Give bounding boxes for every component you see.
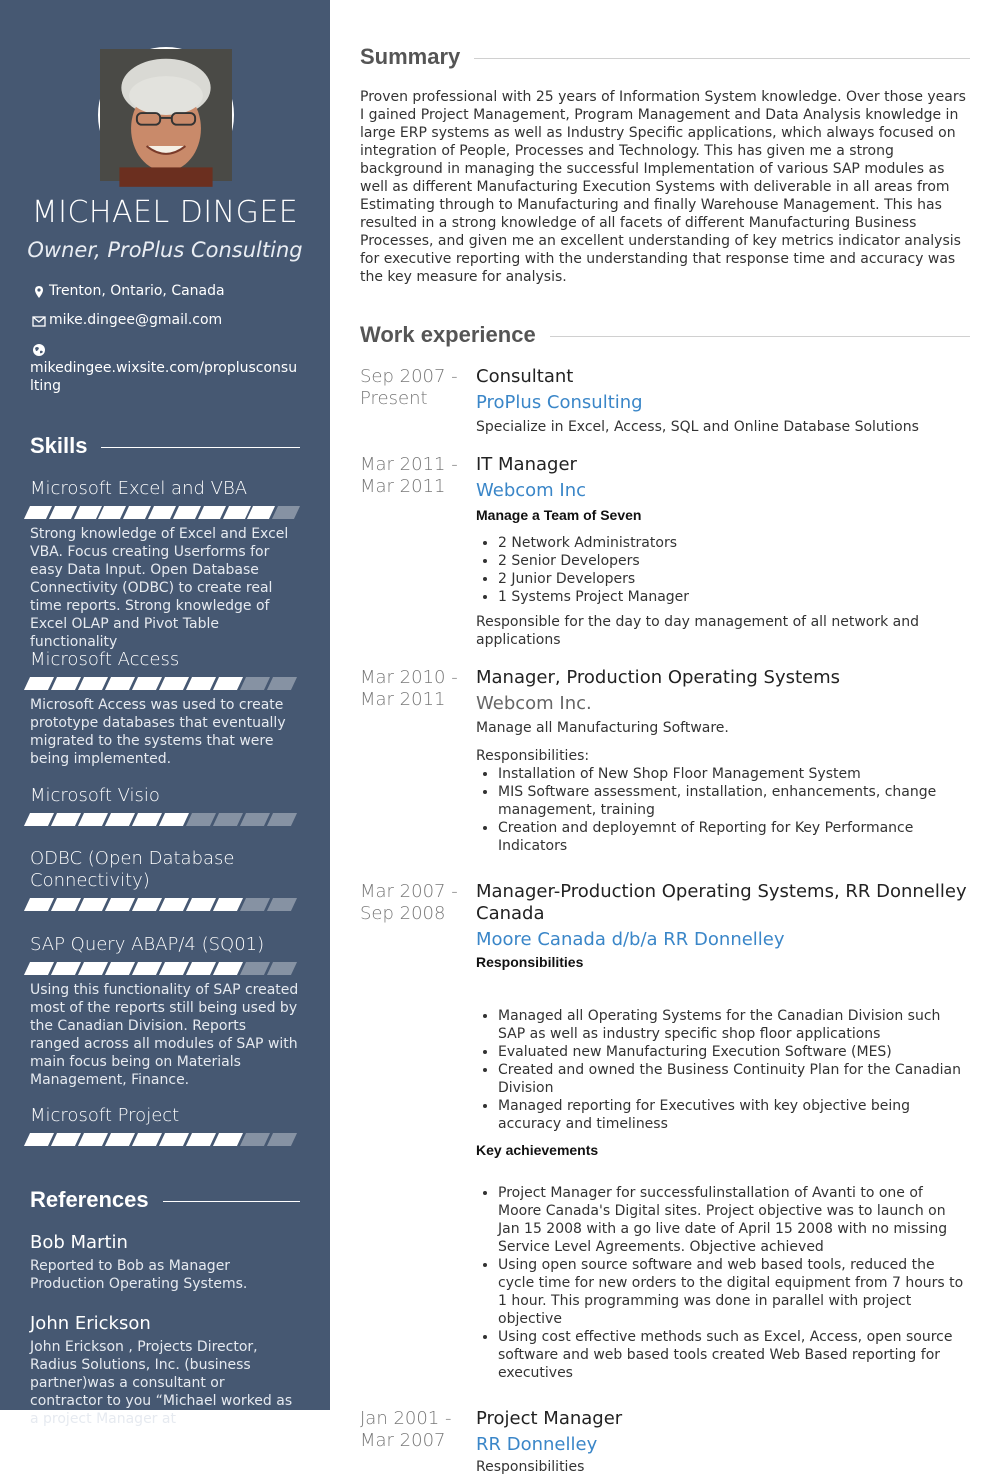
skill-bar-filled [159, 898, 189, 911]
skill-bar-filled [51, 898, 81, 911]
skill-description: Strong knowledge of Excel and Excel VBA. Focus creating Userforms for easy Data Input. Open Database Connectivity (ODBC) to create real time reports. Strong knowledge of Excel OLAP and Pivot Table functionality [30, 526, 289, 650]
skill-bar-filled [51, 962, 81, 975]
skill-bar-filled [132, 898, 162, 911]
job-date: Sep 2007 - Present [360, 366, 458, 409]
skill-bar-filled [78, 677, 108, 690]
skill-bar-filled [78, 962, 108, 975]
list-item: • 2 Junior Developers [498, 570, 970, 588]
skill-bar-filled [213, 962, 243, 975]
skill-bar-empty [267, 1133, 297, 1146]
skill-level-bars [27, 898, 300, 911]
list-item: • Using cost effective methods such as Excel, Access, open source software and web based tools created Web Based reporting for executives [498, 1328, 970, 1382]
job-entry [360, 881, 970, 1382]
skill-bar-filled [186, 1133, 216, 1146]
skill-bar-filled [98, 506, 126, 519]
reference-name: Bob Martin [30, 1232, 128, 1253]
skill-description: Microsoft Access was used to create prototype databases that eventually migrated to the systems that were being implemented. [30, 697, 286, 767]
job-entry [360, 667, 970, 855]
skill-bar-empty [240, 1133, 270, 1146]
summary-text: Proven professional with 25 years of Information System knowledge. Over those years I gained Project Management, Program Management and Data Analysis knowledge in large ERP systems as well as Industry Specific applications, which always focused on integration of People, Processes and Technology. This has given me a strong background in managing the successful Implementation of various SAP modules as well as different Manufacturing Execution Systems with deliverable in all areas from Estimating through to Manufacturing and finally Warehouse Management. This has resulted in a strong knowledge of all facets of different Manufacturing Business Processes, and given me an excellent understanding of key metrics indicator analysis for executive reporting with the understanding that response time and accuracy was the key measure for analysis. [360, 89, 966, 285]
skill-bar-filled [78, 813, 108, 826]
location-text: Trenton, Ontario, Canada [49, 283, 225, 299]
skill-bar-filled [123, 506, 151, 519]
skill-bar-filled [159, 1133, 189, 1146]
skill-bar-filled [213, 1133, 243, 1146]
references-heading [30, 1187, 300, 1213]
skill-level-bars [27, 962, 300, 975]
skill-bar-filled [132, 813, 162, 826]
job-list [498, 534, 970, 606]
job-title: IT Manager [476, 454, 577, 475]
skill-level-bars [27, 506, 300, 519]
skills-heading-text: Skills [30, 433, 88, 458]
skill-bar-filled [159, 813, 189, 826]
skill-bar-empty [267, 962, 297, 975]
skill-bar-filled [222, 506, 250, 519]
skill-bar-filled [24, 898, 54, 911]
main-content [330, 0, 1000, 1475]
email-text[interactable]: mike.dingee@gmail.com [49, 312, 223, 328]
reference-name: John Erickson [30, 1313, 151, 1334]
job-list [498, 1007, 970, 1133]
list-item: • Installation of New Shop Floor Management System [498, 765, 970, 783]
skill-bar-filled [186, 898, 216, 911]
job-title: Manager-Production Operating Systems, RR Donnelley Canada [476, 881, 967, 924]
skill-name: Microsoft Project [30, 1105, 180, 1126]
job-body [476, 454, 970, 649]
reference-text: Reported to Bob as Manager Production Operating Systems. [30, 1258, 248, 1292]
job-body [476, 667, 970, 855]
job-date: Mar 2011 - Mar 2011 [360, 454, 458, 497]
profile-title: Owner, ProPlus Consulting [27, 238, 303, 262]
profile-name: MICHAEL DINGEE [31, 195, 299, 230]
skill-bar-empty [267, 677, 297, 690]
skill-bar-filled [24, 506, 52, 519]
skill-bar-filled [51, 1133, 81, 1146]
skill-bar-filled [213, 677, 243, 690]
envelope-icon [30, 312, 48, 328]
skill-level-bars [27, 1133, 300, 1146]
reference-bob-martin [30, 1232, 300, 1293]
summary-heading [360, 44, 970, 70]
job-date: Jan 2001 - Mar 2007 [360, 1408, 452, 1451]
job-subheading: Key achievements [476, 1142, 599, 1158]
contact-location [30, 283, 225, 299]
skill-bar-filled [213, 898, 243, 911]
work-divider [550, 336, 970, 337]
summary-heading-text: Summary [360, 44, 461, 69]
skills-divider [101, 447, 300, 448]
skill-level-bars [27, 677, 300, 690]
skill-bar-empty [267, 813, 297, 826]
skill-name: Microsoft Visio [30, 785, 160, 806]
skill-bar-filled [105, 1133, 135, 1146]
list-item: • 1 Systems Project Manager [498, 588, 970, 606]
job-description: Responsible for the day to day management of all network and applications [476, 614, 920, 648]
skill-bar-empty [240, 677, 270, 690]
job-subheading: Manage a Team of Seven [476, 507, 642, 523]
reference-john-erickson [30, 1313, 300, 1428]
work-heading [360, 322, 970, 348]
skill-bar-filled [51, 813, 81, 826]
work-heading-text: Work experience [360, 322, 536, 347]
job-company[interactable]: Moore Canada d/b/a RR Donnelley [476, 929, 785, 950]
list-item: • Creation and deployemnt of Reporting for Key Performance Indicators [498, 819, 970, 855]
skill-bar-empty [272, 506, 300, 519]
skill-name: Microsoft Access [30, 649, 180, 670]
skill-bar-empty [213, 813, 243, 826]
website-link[interactable]: mikedingee.wixsite.com/proplusconsulting [30, 360, 298, 394]
skill-bar-filled [24, 1133, 54, 1146]
list-item: • Using open source software and web based tools, reduced the cycle time for new orders to the digital equipment from 7 hours to 1 hour. This programming was done in parallel with project objective [498, 1256, 970, 1328]
references-divider [163, 1201, 300, 1202]
skill-bar-filled [105, 898, 135, 911]
skill-project [30, 1105, 300, 1152]
skill-bar-filled [24, 962, 54, 975]
job-entry [360, 454, 970, 649]
skill-description: Using this functionality of SAP created most of the reports still being used by the Canadian Division. Reports ranged across all modules of SAP with main focus being on Materials Management, Finance. [30, 982, 299, 1088]
list-item: • Created and owned the Business Continuity Plan for the Canadian Division [498, 1061, 970, 1097]
skill-excel [30, 478, 300, 651]
reference-text: John Erickson , Projects Director, Radius Solutions, Inc. (business partner)was a consultant or contractor to you “Michael worked as a project Manager at [30, 1339, 293, 1427]
avatar [98, 47, 234, 183]
list-item: • MIS Software assessment, installation, enhancements, change management, training [498, 783, 970, 819]
job-company[interactable]: RR Donnelley [476, 1434, 598, 1455]
skill-bar-filled [159, 962, 189, 975]
skill-bar-filled [159, 677, 189, 690]
skill-bar-filled [186, 962, 216, 975]
skill-bar-filled [105, 813, 135, 826]
skill-access [30, 649, 300, 768]
skill-bar-filled [186, 677, 216, 690]
list-item: • 2 Network Administrators [498, 534, 970, 552]
job-body [476, 1408, 970, 1476]
skill-bar-filled [24, 677, 54, 690]
job-title: Manager, Production Operating Systems [476, 667, 841, 688]
job-description: Specialize in Excel, Access, SQL and Online Database Solutions [476, 419, 919, 435]
skill-bar-filled [51, 677, 81, 690]
job-description: Responsibilities [476, 1459, 585, 1475]
list-item: • Evaluated new Manufacturing Execution Software (MES) [498, 1043, 970, 1061]
list-item: • 2 Senior Developers [498, 552, 970, 570]
job-date: Mar 2010 - Mar 2011 [360, 667, 458, 710]
job-company: Webcom Inc. [476, 693, 592, 714]
location-pin-icon [30, 283, 48, 299]
skill-bar-filled [78, 1133, 108, 1146]
list-item: • Project Manager for successfulinstallation of Avanti to one of Moore Canada's Digital sites. Project objective was to launch on Jan 15 2008 with a go live date of April 15 2008 with no missing Service Level Agreements. Objective achieved [498, 1184, 970, 1256]
skill-bar-filled [78, 898, 108, 911]
skill-bar-filled [49, 506, 77, 519]
skill-bar-empty [240, 962, 270, 975]
sidebar [0, 0, 330, 1427]
skill-visio [30, 785, 300, 832]
job-company[interactable]: Webcom Inc [476, 480, 587, 501]
responsibilities-label: Responsibilities: [476, 748, 590, 764]
skill-bar-empty [240, 898, 270, 911]
references-heading-text: References [30, 1187, 149, 1212]
job-company[interactable]: ProPlus Consulting [476, 392, 643, 413]
skill-bar-filled [173, 506, 201, 519]
job-date: Mar 2007 - Sep 2008 [360, 881, 458, 924]
skill-bar-filled [132, 677, 162, 690]
job-body [476, 366, 970, 436]
job-list [498, 1184, 970, 1382]
summary-divider [474, 58, 970, 59]
job-description: Manage all Manufacturing Software. [476, 720, 729, 736]
skill-bar-filled [132, 962, 162, 975]
skill-bar-empty [240, 813, 270, 826]
skill-bar-filled [247, 506, 275, 519]
avatar-photo [100, 49, 232, 181]
skill-bar-filled [24, 813, 54, 826]
skill-name: SAP Query ABAP/4 (SQ01) [30, 934, 265, 955]
job-title: Project Manager [476, 1408, 623, 1429]
skill-name: Microsoft Excel and VBA [30, 478, 248, 499]
job-entry [360, 1408, 970, 1476]
job-title: Consultant [476, 366, 574, 387]
skill-bar-filled [198, 506, 226, 519]
skill-bar-empty [267, 898, 297, 911]
skill-bar-filled [74, 506, 102, 519]
skill-odbc [30, 848, 300, 917]
skill-bar-filled [105, 677, 135, 690]
skill-level-bars [27, 813, 300, 826]
skill-bar-filled [105, 962, 135, 975]
list-item: • Managed reporting for Executives with key objective being accuracy and timeliness [498, 1097, 970, 1133]
job-body [476, 881, 970, 1382]
contact-email[interactable] [30, 312, 222, 328]
skill-sap-query [30, 934, 300, 1089]
job-list [498, 765, 970, 855]
skill-bar-filled [148, 506, 176, 519]
job-subheading: Responsibilities [476, 954, 584, 970]
skill-bar-filled [132, 1133, 162, 1146]
job-entry [360, 366, 970, 436]
skill-name: ODBC (Open Database Connectivity) [30, 848, 235, 891]
skills-heading [30, 433, 300, 459]
list-item: • Managed all Operating Systems for the Canadian Division such SAP as well as industry specific shop floor applications [498, 1007, 970, 1043]
skill-bar-empty [186, 813, 216, 826]
